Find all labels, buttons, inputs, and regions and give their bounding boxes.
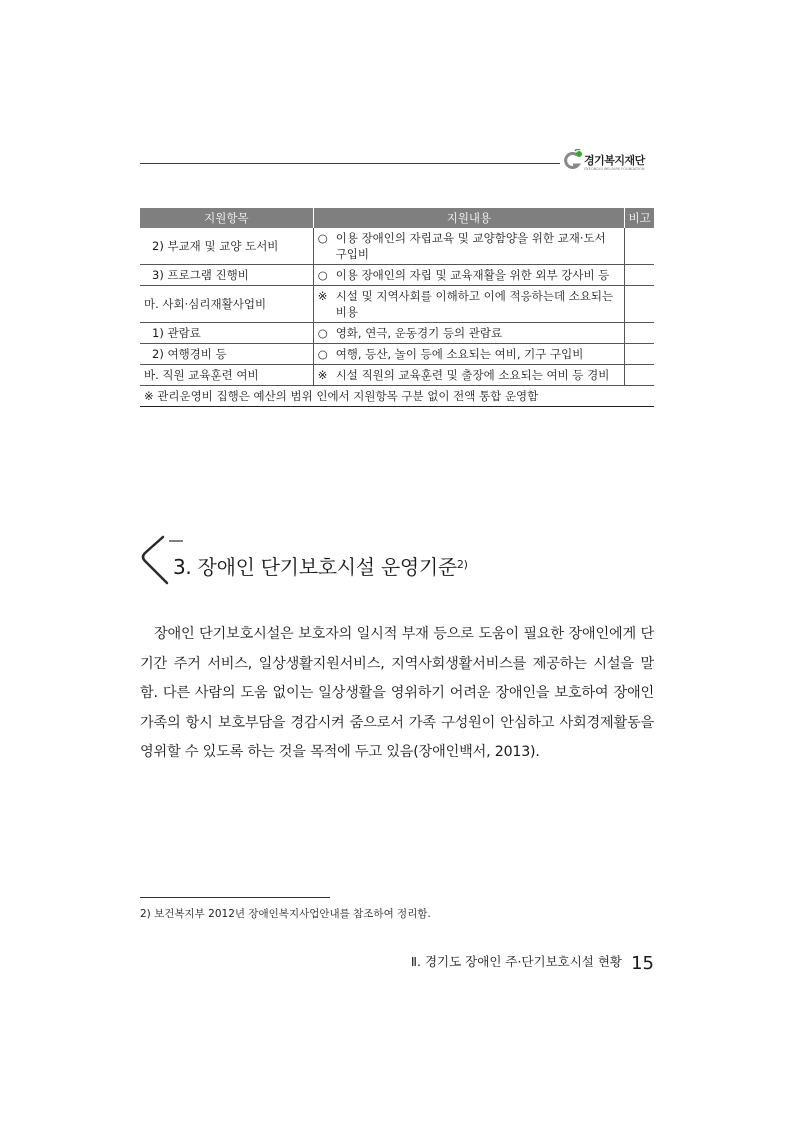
row-remarks [625, 286, 654, 323]
table-row [140, 365, 654, 386]
footnote-rule [140, 897, 330, 898]
row-content-text: 이용 장애인의 자립 및 교육재활을 위한 외부 강사비 등 [335, 268, 610, 282]
footnote: 2) 보건복지부 2012년 장애인복지사업안내를 참조하여 정리함. [140, 908, 431, 920]
table-row [140, 323, 654, 344]
row-item: 마. 사회·심리재활사업비 [140, 286, 313, 323]
header-support-content: 지원내용 [313, 208, 624, 228]
row-remarks [625, 344, 654, 365]
row-remarks [625, 265, 654, 286]
row-remarks [625, 323, 654, 344]
row-content-text: 영화, 연극, 운동경기 등의 관람료 [335, 326, 503, 340]
section-heading [173, 551, 468, 580]
support-items-table [140, 208, 654, 407]
row-item: 2) 부교재 및 교양 도서비 [140, 228, 313, 265]
header-remarks: 비고 [625, 208, 654, 228]
row-content-text: 여행, 등산, 놀이 등에 소요되는 여비, 기구 구입비 [335, 347, 584, 361]
row-content-text: 이용 장애인의 자립교육 및 교양함양을 위한 교재·도서 구입비 [335, 231, 606, 261]
table-note: ※ 관리운영비 집행은 예산의 범위 인에서 지원항목 구분 없이 전액 통합 운영함 [140, 386, 654, 407]
table-row [140, 286, 654, 323]
body-paragraph: 장애인 단기보호시설은 보호자의 일시적 부재 등으로 도움이 필요한 장애인에게 단기간 주거 서비스, 일상생활지원서비스, 지역사회생활서비스를 제공하는 시설을 말함. 다른 사람의 도움 없이는 일상생활을 영위하기 어려운 장애인을 보호하여 장애인 가족의 항시 보호부담을 경감시켜 줌으로서 가족 구성원이 안심하고 사회경제활동을 영위할 수 있도록 하는 것을 목적에 두고 있음(장애인백서, 2013). [140, 626, 654, 760]
row-content [313, 344, 624, 365]
row-remarks [625, 228, 654, 265]
row-content-text: 시설 직원의 교육훈련 및 출장에 소요되는 여비 등 경비 [335, 368, 610, 382]
foundation-logo [562, 149, 662, 177]
page-number: 15 [631, 953, 654, 974]
section-number: 3. [173, 555, 192, 579]
header-rule [140, 163, 560, 164]
row-item: 2) 여행경비 등 [140, 344, 313, 365]
table-header-row [140, 208, 654, 228]
header-support-item: 지원항목 [140, 208, 313, 228]
row-content [313, 323, 624, 344]
table-note-row [140, 386, 654, 407]
row-marker: ○ [317, 231, 328, 245]
table-row [140, 228, 654, 265]
row-remarks [625, 365, 654, 386]
row-content [313, 228, 624, 265]
row-item: 3) 프로그램 진행비 [140, 265, 313, 286]
row-content [313, 286, 624, 323]
row-content-text: 시설 및 지역사회를 이해하고 이에 적응하는데 소요되는 비용 [335, 289, 614, 319]
logo-name: 경기복지재단 [584, 154, 645, 167]
footnote-reference: 2) [456, 558, 468, 571]
row-item: 1) 관람료 [140, 323, 313, 344]
chapter-title: Ⅱ. 경기도 장애인 주·단기보호시설 현황 [410, 954, 622, 969]
foundation-logo-icon [562, 149, 584, 173]
row-marker: ○ [317, 268, 328, 282]
row-item: 바. 직원 교육훈련 여비 [140, 365, 313, 386]
row-marker: ※ [317, 368, 328, 382]
table-row [140, 344, 654, 365]
row-marker: ○ [317, 347, 328, 361]
section-title: 장애인 단기보호시설 운영기준 [197, 555, 457, 579]
row-content [313, 365, 624, 386]
row-marker: ※ [317, 289, 328, 303]
logo-subtitle: GYEONGGI WELFARE FOUNDATION [584, 167, 645, 171]
table-row [140, 265, 654, 286]
row-marker: ○ [317, 326, 328, 340]
row-content [313, 265, 624, 286]
page-footer [411, 952, 654, 974]
